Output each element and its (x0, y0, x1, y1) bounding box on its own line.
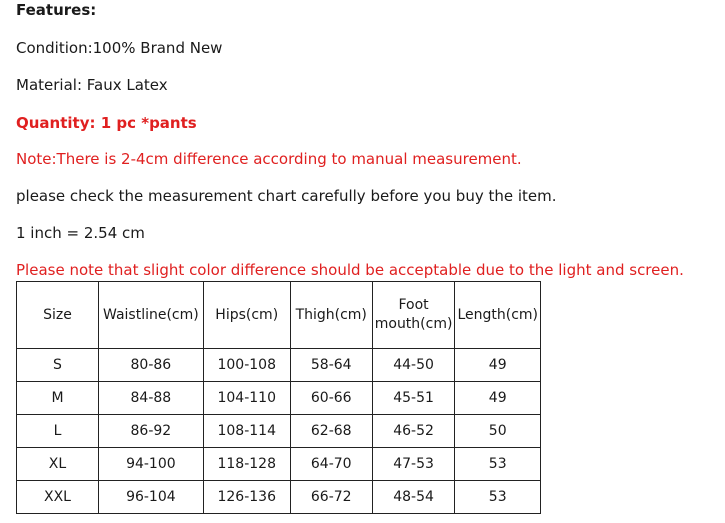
check-line: please check the measurement chart carefully before you buy the item. (16, 187, 557, 205)
table-row (17, 349, 541, 382)
cell-length: 50 (455, 415, 541, 448)
cell-length: 49 (455, 349, 541, 382)
cell-hips: 118-128 (203, 448, 290, 481)
header-foot-mouth: Foot mouth(cm) (372, 282, 455, 349)
cell-size: XL (17, 448, 99, 481)
table-header-row (17, 282, 541, 349)
color-note-line: Please note that slight color difference should be acceptable due to the light and screen. (16, 261, 684, 279)
material-line: Material: Faux Latex (16, 76, 168, 94)
table-row (17, 481, 541, 514)
header-size: Size (17, 282, 99, 349)
cell-waistline: 86-92 (99, 415, 204, 448)
cell-waistline: 96-104 (99, 481, 204, 514)
cell-hips: 108-114 (203, 415, 290, 448)
header-length: Length(cm) (455, 282, 541, 349)
cell-thigh: 62-68 (290, 415, 372, 448)
cell-length: 53 (455, 481, 541, 514)
cell-thigh: 60-66 (290, 382, 372, 415)
cell-foot-mouth: 46-52 (372, 415, 455, 448)
cell-thigh: 58-64 (290, 349, 372, 382)
cell-hips: 126-136 (203, 481, 290, 514)
cell-length: 53 (455, 448, 541, 481)
table-row (17, 382, 541, 415)
cell-foot-mouth: 44-50 (372, 349, 455, 382)
note-line: Note:There is 2-4cm difference according to manual measurement. (16, 150, 522, 168)
cell-size: M (17, 382, 99, 415)
quantity-line: Quantity: 1 pc *pants (16, 114, 197, 132)
features-heading: Features: (16, 1, 97, 19)
table-row (17, 448, 541, 481)
inch-conversion-line: 1 inch = 2.54 cm (16, 224, 145, 242)
cell-thigh: 66-72 (290, 481, 372, 514)
header-hips: Hips(cm) (203, 282, 290, 349)
cell-foot-mouth: 45-51 (372, 382, 455, 415)
cell-hips: 104-110 (203, 382, 290, 415)
cell-hips: 100-108 (203, 349, 290, 382)
header-thigh: Thigh(cm) (290, 282, 372, 349)
cell-waistline: 80-86 (99, 349, 204, 382)
header-waistline: Waistline(cm) (99, 282, 204, 349)
cell-size: XXL (17, 481, 99, 514)
table-row (17, 415, 541, 448)
cell-size: L (17, 415, 99, 448)
cell-foot-mouth: 47-53 (372, 448, 455, 481)
cell-waistline: 84-88 (99, 382, 204, 415)
cell-foot-mouth: 48-54 (372, 481, 455, 514)
cell-length: 49 (455, 382, 541, 415)
size-chart-table (16, 281, 541, 514)
cell-size: S (17, 349, 99, 382)
cell-waistline: 94-100 (99, 448, 204, 481)
cell-thigh: 64-70 (290, 448, 372, 481)
condition-line: Condition:100% Brand New (16, 39, 223, 57)
